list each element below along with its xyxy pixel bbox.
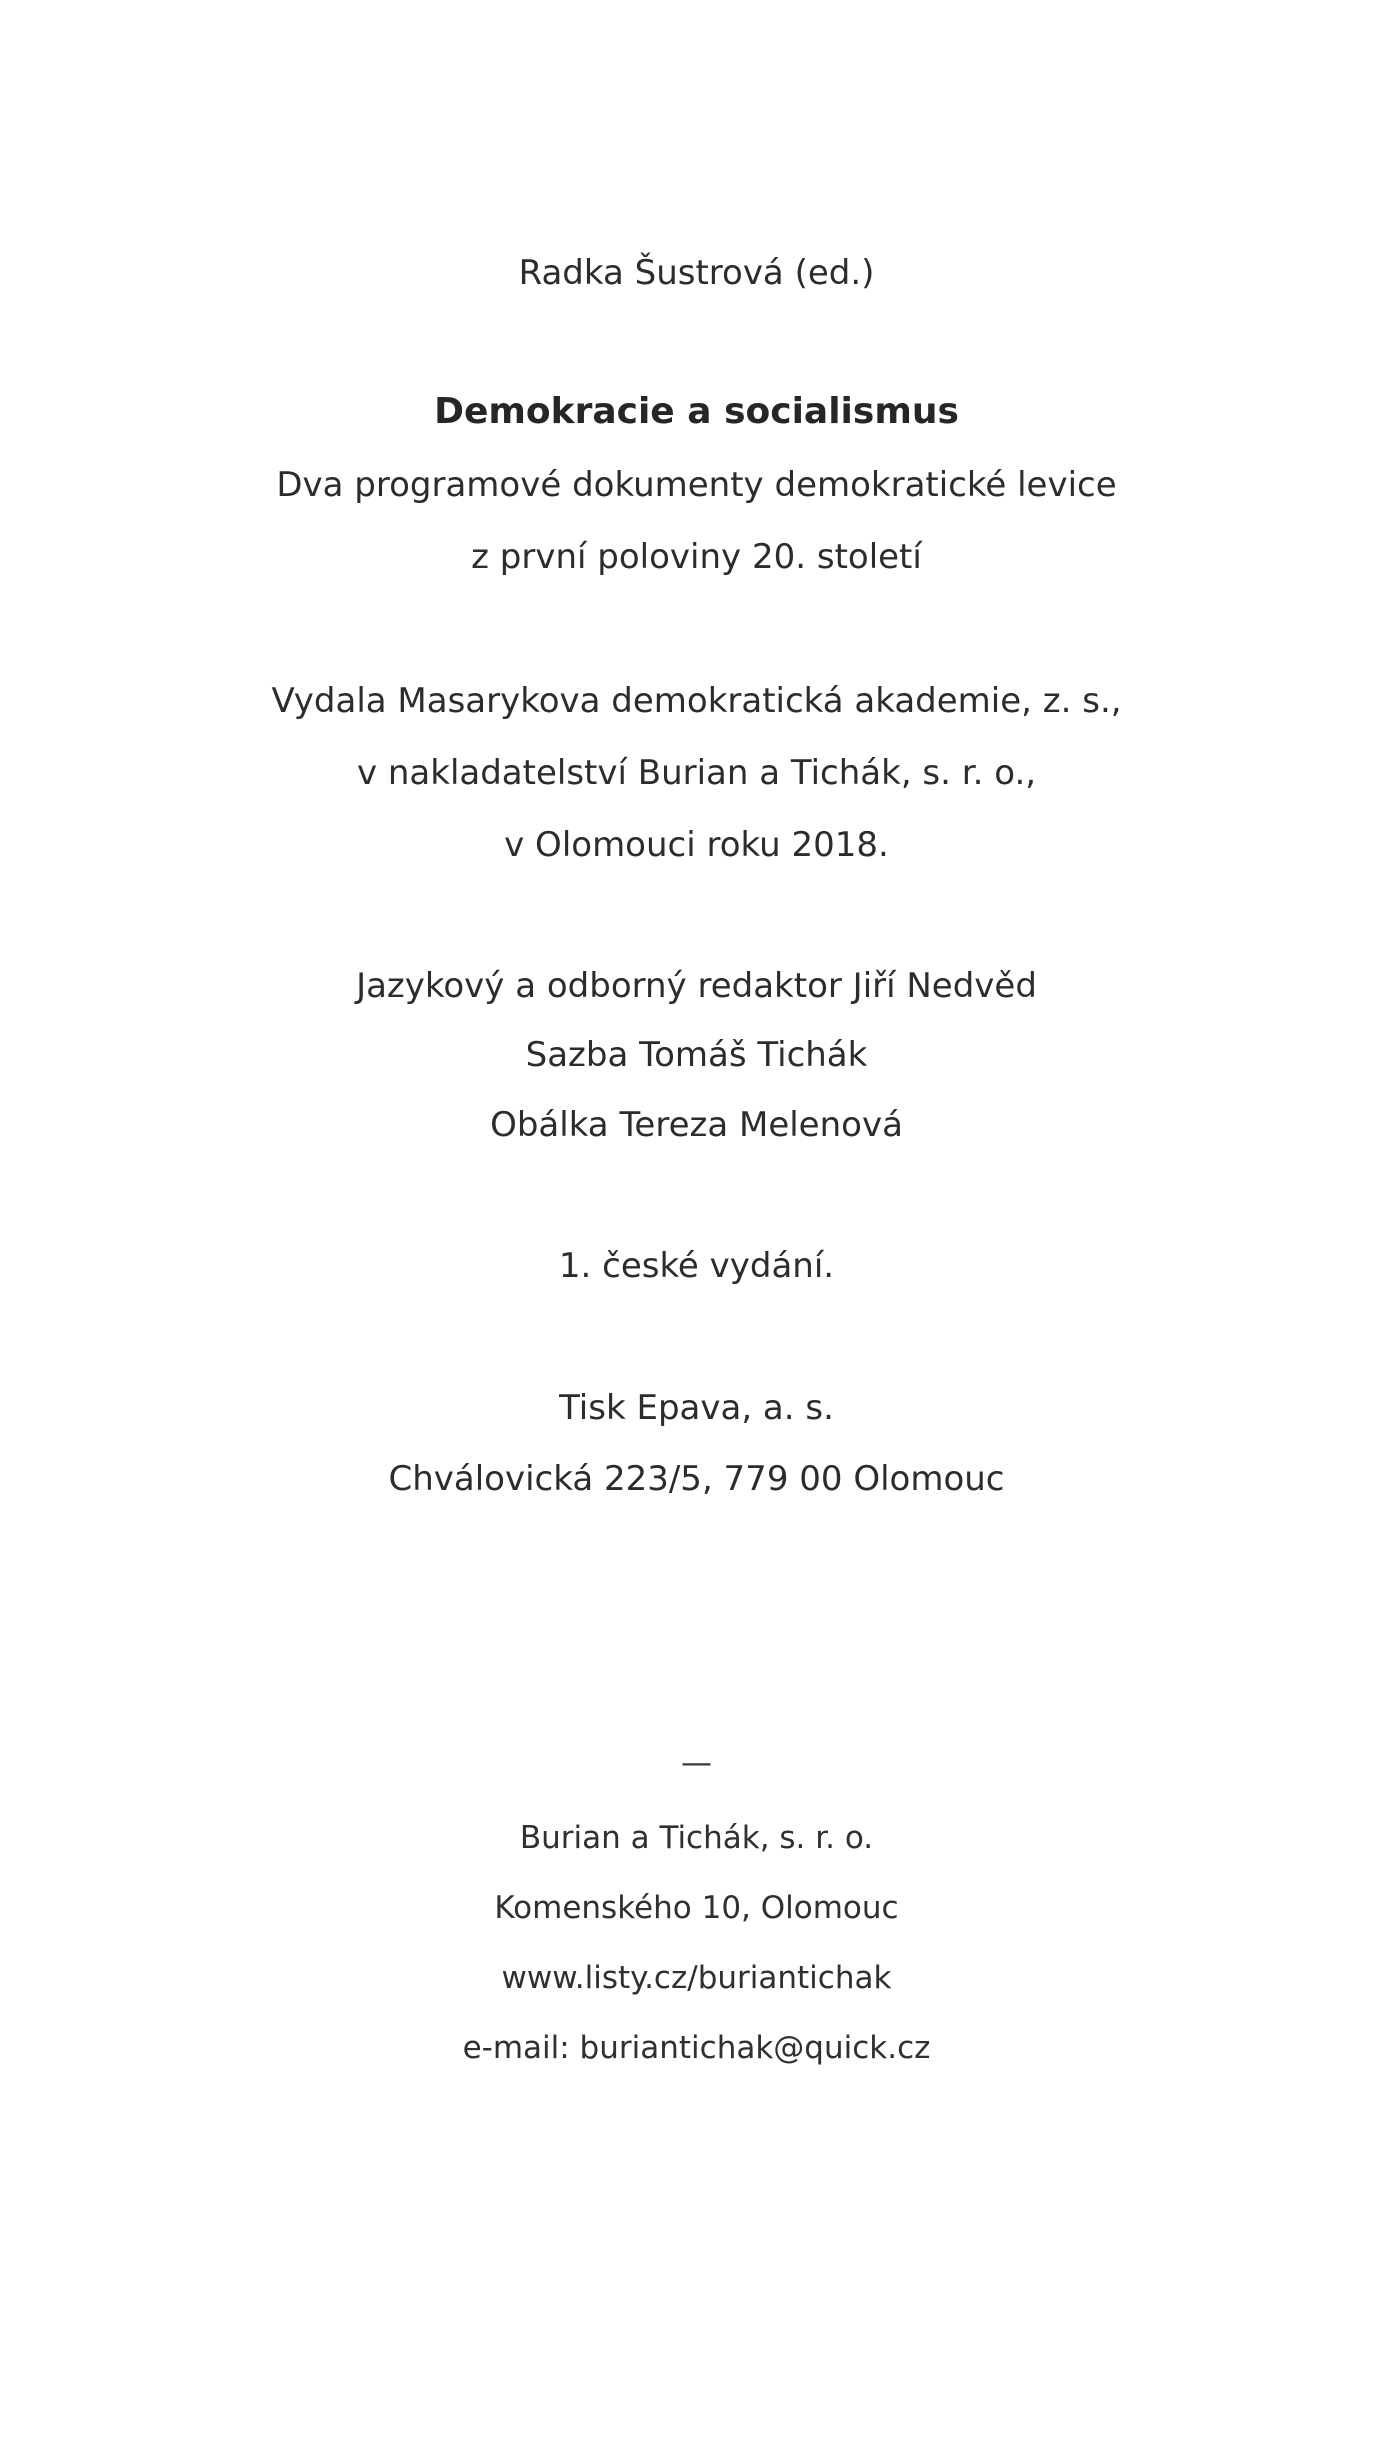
publisher-website: www.listy.cz/buriantichak [501,1960,892,1996]
credit-cover: Obálka Tereza Melenová [490,1105,903,1145]
credit-typesetting: Sazba Tomáš Tichák [525,1035,868,1075]
subtitle-line-1: Dva programové dokumenty demokratické levice [276,465,1117,505]
subtitle-line-2: z první poloviny 20. století [471,537,922,577]
publication-line-1: Vydala Masarykova demokratická akademie, z. s., [271,681,1122,721]
editor-name: Radka Šustrová (ed.) [518,253,875,293]
printer-address: Chválovická 223/5, 779 00 Olomouc [388,1459,1005,1499]
edition-note: 1. české vydání. [558,1246,835,1286]
publisher-address: Komenského 10, Olomouc [494,1890,899,1926]
publication-line-2: v nakladatelství Burian a Tichák, s. r. o., [356,753,1037,793]
publisher-email: e-mail: buriantichak@quick.cz [462,2030,931,2066]
book-title: Demokracie a socialismus [434,391,959,432]
publication-line-3: v Olomouci roku 2018. [504,825,889,865]
printer-name: Tisk Epava, a. s. [559,1388,834,1428]
publisher-name: Burian a Tichák, s. r. o. [519,1820,874,1856]
separator-dash: — [681,1745,712,1781]
credit-editor: Jazykový a odborný redaktor Jiří Nedvěd [356,966,1037,1006]
